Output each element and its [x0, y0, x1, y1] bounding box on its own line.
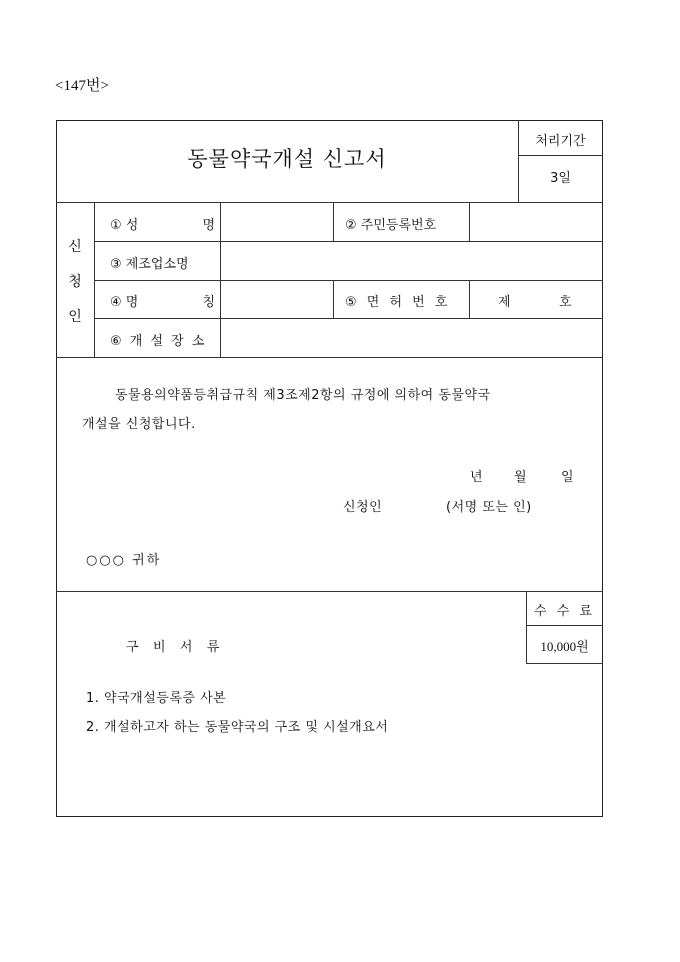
divider-statement-bottom — [56, 591, 603, 592]
row1-right-divider — [469, 202, 470, 241]
label-license-no: ⑤ 면 허 번 호 — [345, 295, 451, 310]
statement-line-1: 동물용의약품등취급규칙 제3조제2항의 규정에 의하여 동물약국 — [115, 388, 491, 403]
signer-sign: (서명 또는 인) — [446, 500, 532, 515]
row3-mid-divider — [333, 280, 334, 318]
row-divider-3 — [94, 318, 603, 319]
fee-box-bottom — [526, 663, 603, 664]
form-number: <147번> — [55, 78, 109, 94]
signer-label: 신청인 — [343, 500, 383, 515]
document-item-1: 1. 약국개설등록증 사본 — [86, 691, 227, 706]
fee-value: 10,000원 — [540, 639, 589, 654]
document-item-2: 2. 개설하고자 하는 동물약국의 구조 및 시설개요서 — [86, 720, 389, 735]
processing-period-value: 3일 — [550, 171, 571, 186]
row1-mid-divider — [333, 202, 334, 241]
label-name-number: ① 성 — [110, 218, 139, 233]
date-year: 년 — [470, 470, 484, 485]
applicant-char-2: 청 — [68, 274, 82, 290]
fee-box-mid — [526, 625, 603, 626]
date-month: 월 — [514, 470, 528, 485]
label-name — [110, 214, 215, 233]
documents-heading: 구 비 서 류 — [126, 640, 220, 655]
form-title: 동물약국개설 신고서 — [187, 147, 387, 171]
processing-box-mid — [518, 155, 603, 156]
row-divider-1 — [94, 241, 603, 242]
row-divider-2 — [94, 280, 603, 281]
row3-right-divider — [469, 280, 470, 318]
label-location: ⑥ 개 설 장 소 — [110, 334, 207, 349]
applicant-char-3: 인 — [68, 309, 82, 325]
divider-applicant-bottom — [56, 357, 603, 358]
processing-period-label: 처리기간 — [535, 134, 586, 149]
applicant-char-1: 신 — [68, 239, 82, 255]
license-ho: 호 — [559, 295, 572, 310]
label-designation — [110, 291, 215, 310]
label-company: ③ 제조업소명 — [110, 257, 189, 272]
date-day: 일 — [561, 470, 575, 485]
label-resident-no: ② 주민등록번호 — [345, 218, 437, 233]
divider-header-bottom — [56, 202, 603, 203]
label-name-end: 명 — [202, 218, 215, 233]
statement-line-2: 개설을 신청합니다. — [82, 417, 196, 432]
license-je: 제 — [498, 295, 511, 310]
fee-label: 수 수 료 — [534, 604, 595, 619]
label-designation-end: 칭 — [202, 295, 215, 310]
label-designation-number: ④ 명 — [110, 295, 139, 310]
addressee: ○○○ 귀하 — [86, 553, 162, 568]
